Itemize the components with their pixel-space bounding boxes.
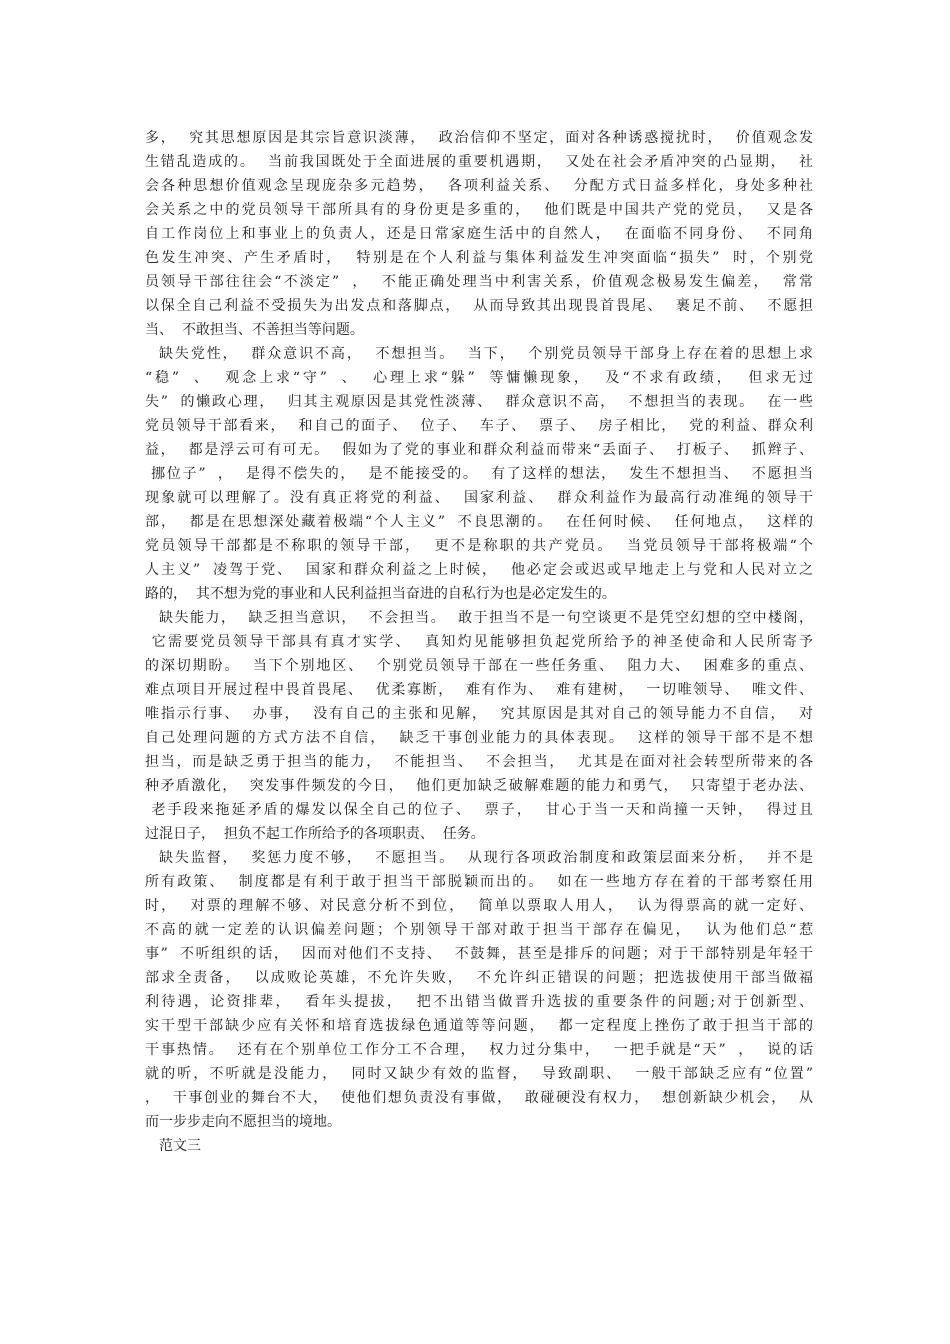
text-line: 难点项目开展过程中畏首畏尾、 优柔寡断， 难有作为、 难有建树， 一切唯领导、 唯文件、 xyxy=(145,682,813,698)
text-line: 唯指示行事、 办事， 没有自己的主张和见解， 究其原因是其对自己的领导能力不自信， 对 xyxy=(145,706,813,722)
text-line: 党员领导干部看来， 和自己的面子、 位子、 车子、 票子、 房子相比， 党的利益、群众利 xyxy=(145,418,813,434)
text-line: 就的听，不听就是没能力， 同时又缺少有效的监督， 导致副职、 一般干部缺乏应有“位置” xyxy=(145,1066,813,1082)
text-line: 它需要党员领导干部具有真才实学、 真知灼见能够担负起党所给予的神圣使命和人民所寄予 xyxy=(145,634,813,650)
text-line: 范文三 xyxy=(159,1138,201,1154)
text-line: 员领导干部往往会“不淡定” ， 不能正确处理当中利害关系，价值观念极易发生偏差， 常常 xyxy=(145,274,813,290)
text-line: 利待遇，论资排辈， 看年头提拔， 把不出错当做晋升选拔的重要条件的问题;对于创新型、 xyxy=(145,994,813,1010)
text-line: 自己处理问题的方式方法不自信， 缺乏干事创业能力的具体表现。 这样的领导干部不是不想 xyxy=(145,730,813,746)
text-line: 失” 的懒政心理， 归其主观原因是其党性淡薄、 群众意识不高， 不想担当的表现。 在一些 xyxy=(145,394,813,410)
text-line: 实干型干部缺少应有关怀和培育选拔绿色通道等等问题， 都一定程度上挫伤了敢于担当干部的 xyxy=(145,1018,813,1034)
text-line: 部， 都是在思想深处藏着极端“个人主义” 不良思潮的。 在任何时候、 任何地点， 这样的 xyxy=(145,514,813,530)
text-line: 人主义” 凌驾于党、 国家和群众利益之上时候， 他必定会或迟或早地走上与党和人民对立之 xyxy=(145,562,813,578)
text-line: 色发生冲突、产生矛盾时， 特别是在个人利益与集体利益发生冲突面临“损失” 时，个别党 xyxy=(145,250,813,266)
text-line: 部求全责备， 以成败论英雄，不允许失败， 不允许纠正错误的问题；把选拔使用干部当做福 xyxy=(145,970,813,986)
text-line: 种矛盾激化， 突发事件频发的今日， 他们更加缺乏破解难题的能力和勇气， 只寄望于老办法、 xyxy=(145,778,813,794)
paragraph xyxy=(145,846,813,1134)
text-line: 事” 不听组织的话， 因而对他们不支持、 不鼓舞，甚至是排斥的问题；对于干部特别是年轻干 xyxy=(145,946,813,962)
text-line: 以保全自己利益不受损失为出发点和落脚点， 从而导致其出现畏首畏尾、 裹足不前、 不愿担 xyxy=(145,298,813,314)
text-line: 不高的就一定差的认识偏差问题；个别领导干部对敢于担当干部存在偏见， 认为他们总“惹 xyxy=(145,922,813,938)
text-line: 缺失党性， 群众意识不高， 不想担当。 当下， 个别党员领导干部身上存在着的思想上求 xyxy=(159,346,813,362)
document-body xyxy=(145,126,813,1158)
text-line: 路的， 其不想为党的事业和人民利益担当奋进的自私行为也是必定发生的。 xyxy=(145,586,616,602)
text-line: 自工作岗位上和事业上的负责人，还是日常家庭生活中的自然人， 在面临不同身份、 不同角 xyxy=(145,226,813,242)
paragraph xyxy=(145,126,813,342)
paragraph xyxy=(145,342,813,606)
text-line: 老手段来拖延矛盾的爆发以保全自己的位子、 票子， 甘心于当一天和尚撞一天钟， 得过且 xyxy=(145,802,813,818)
text-line: 担当，而是缺乏勇于担当的能力， 不能担当、 不会担当， 尤其是在面对社会转型所带来的各 xyxy=(145,754,813,770)
text-line: 多， 究其思想原因是其宗旨意识淡薄， 政治信仰不坚定，面对各种诱惑搅扰时， 价值观念发 xyxy=(145,130,813,146)
text-line: 益， 都是浮云可有可无。 假如为了党的事业和群众利益而带来“丢面子、 打板子、 抓辫子、 xyxy=(145,442,813,458)
text-line: 生错乱造成的。 当前我国既处于全面进展的重要机遇期， 又处在社会矛盾冲突的凸显期， 社 xyxy=(145,154,813,170)
paragraph xyxy=(145,1134,813,1158)
text-line: 时， 对票的理解不够、对民意分析不到位， 简单以票取人用人， 认为得票高的就一定好、 xyxy=(145,898,813,914)
text-line: 党员领导干部都是不称职的领导干部， 更不是称职的共产党员。 当党员领导干部将极端“个 xyxy=(145,538,813,554)
text-line: 缺失监督， 奖惩力度不够， 不愿担当。 从现行各项政治制度和政策层面来分析， 并不是 xyxy=(159,850,813,866)
text-line: 的深切期盼。 当下个别地区、 个别党员领导干部在一些任务重、 阻力大、 困难多的重点、 xyxy=(145,658,813,674)
text-line: 缺失能力， 缺乏担当意识， 不会担当。 敢于担当不是一句空谈更不是凭空幻想的空中楼阁， xyxy=(159,610,813,626)
text-line: 过混日子， 担负不起工作所给予的各项职责、 任务。 xyxy=(145,826,485,842)
text-line: 挪位子” ， 是得不偿失的， 是不能接受的。 有了这样的想法， 发生不想担当、 不愿担当 xyxy=(145,466,813,482)
text-line: “稳” 、 观念上求“守” 、 心理上求“躲” 等慵懒现象， 及“不求有政绩， 但求无过 xyxy=(145,370,813,386)
text-line: 而一步步走向不愿担当的境地。 xyxy=(145,1114,341,1130)
text-line: ， 干事创业的舞台不大， 使他们想负责没有事做， 敢碰硬没有权力， 想创新缺少机会， 从 xyxy=(145,1090,813,1106)
paragraph xyxy=(145,606,813,846)
text-line: 干事热情。 还有在个别单位工作分工不合理， 权力过分集中， 一把手就是“天” ， 说的话 xyxy=(145,1042,813,1058)
text-line: 当、 不敢担当、不善担当等问题。 xyxy=(145,322,364,338)
text-line: 所有政策、 制度都是有利于敢于担当干部脱颖而出的。 如在一些地方存在着的干部考察任用 xyxy=(145,874,813,890)
text-line: 现象就可以理解了。没有真正将党的利益、 国家利益、 群众利益作为最高行动准绳的领导干 xyxy=(145,490,813,506)
text-line: 会各种思想价值观念呈现庞杂多元趋势， 各项利益关系、 分配方式日益多样化，身处多种社 xyxy=(145,178,813,194)
text-line: 会关系之中的党员领导干部所具有的身份更是多重的， 他们既是中国共产党的党员， 又是各 xyxy=(145,202,813,218)
